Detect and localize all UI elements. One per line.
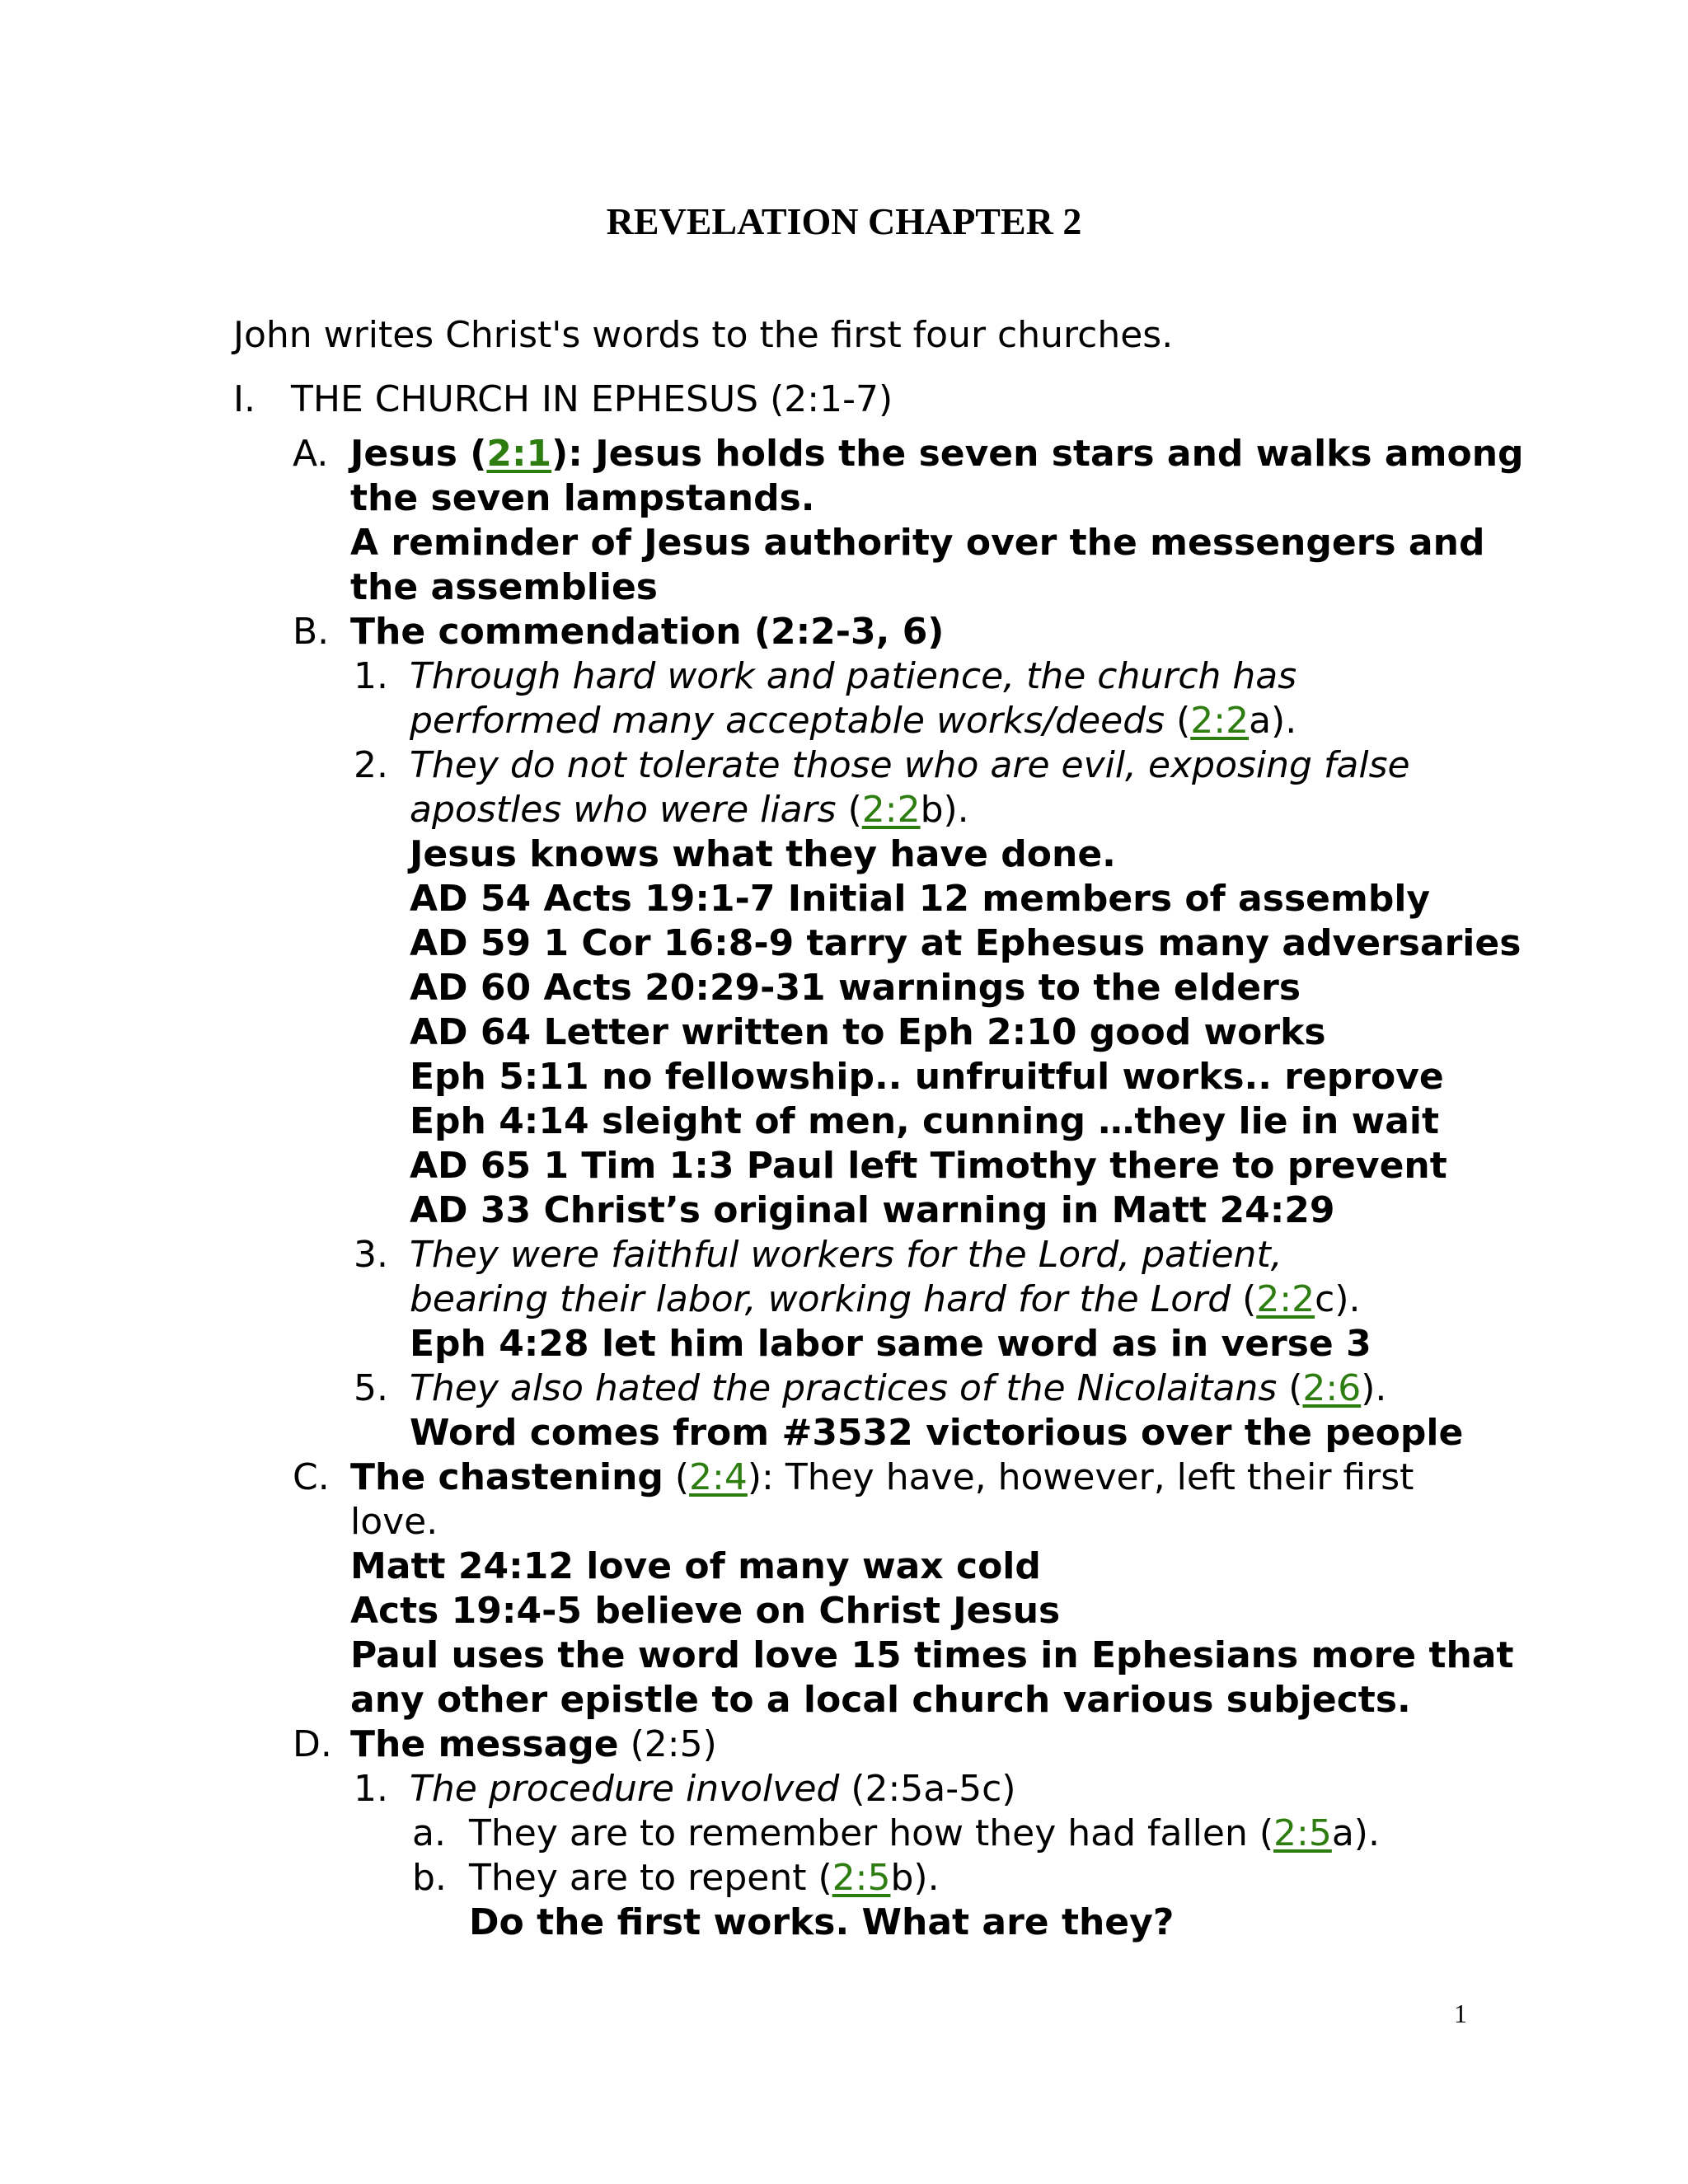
scripture-ref-link[interactable]: 2:1 [486,433,552,475]
outline-label: I. [233,378,256,420]
point-c-line: love. [350,1501,438,1543]
scripture-ref-link[interactable]: 2:5 [1273,1812,1332,1854]
scripture-ref-link[interactable]: 2:4 [689,1456,748,1498]
b-item-2-line: apostles who were liars (2:2b). [410,789,969,831]
d-item-1: 1. The procedure involved (2:5a-5c) [354,1768,1016,1810]
page-title: REVELATION CHAPTER 2 [606,200,1082,242]
section-i-heading: I. THE CHURCH IN EPHESUS (2:1-7) [233,378,893,420]
outline-label: 2. [354,744,388,786]
b-item-3-line: bearing their labor, working hard for the Lord (2:2c). [410,1278,1361,1320]
point-b-heading: B. The commendation (2:2-3, 6) [293,611,945,653]
outline-label: a. [412,1812,446,1854]
outline-label: A. [293,433,329,475]
scripture-ref-link[interactable]: 2:2 [1256,1278,1315,1320]
b-item-2-note: Eph 4:14 sleight of men, cunning …they lie in wait [410,1100,1440,1142]
b-item-1-line: performed many acceptable works/deeds (2:2a). [410,700,1297,742]
point-a-note: the assemblies [350,566,658,608]
outline-label: C. [293,1456,330,1498]
b-item-2-note: AD 54 Acts 19:1-7 Initial 12 members of assembly [410,878,1431,920]
page-number: 1 [1454,1999,1467,2028]
b-item-2-note: AD 65 1 Tim 1:3 Paul left Timothy there to prevent [410,1145,1447,1187]
point-c-note: Acts 19:4-5 believe on Christ Jesus [350,1590,1061,1632]
scripture-ref-link[interactable]: 2:6 [1302,1367,1362,1409]
b-item-5: 5. They also hated the practices of the Nicolaitans (2:6). [354,1367,1387,1409]
b-item-1: 1. Through hard work and patience, the church has [354,655,1297,697]
outline-label: 1. [354,655,388,697]
outline-label: B. [293,611,330,653]
point-c-note: Paul uses the word love 15 times in Ephesians more that [350,1634,1514,1676]
b-item-2-note: AD 60 Acts 20:29-31 warnings to the elders [410,967,1301,1009]
b-item-5-note: Word comes from #3532 victorious over the people [410,1412,1464,1454]
b-item-2-note: Eph 5:11 no fellowship.. unfruitful works.. reprove [410,1056,1444,1098]
scripture-ref-link[interactable]: 2:2 [1190,700,1250,742]
point-c-note: any other epistle to a local church various subjects. [350,1679,1411,1721]
b-item-2-note: Jesus knows what they have done. [410,833,1116,875]
point-c: C. The chastening (2:4): They have, however, left their first [293,1456,1414,1498]
point-c-note: Matt 24:12 love of many wax cold [350,1545,1041,1587]
b-item-2-note: AD 64 Letter written to Eph 2:10 good works [410,1011,1326,1053]
outline-label: 3. [354,1234,388,1276]
outline-label: 1. [354,1768,388,1810]
scripture-ref-link[interactable]: 2:2 [861,789,921,831]
point-a-line: the seven lampstands. [350,477,815,519]
d-item-1-sub-a: a. They are to remember how they had fallen (2:5a). [412,1812,1380,1854]
intro-text: John writes Christ's words to the first four churches. [233,314,1174,356]
outline-label: D. [293,1723,332,1765]
point-a: A. Jesus (2:1): Jesus holds the seven stars and walks among [293,433,1524,475]
b-item-3: 3. They were faithful workers for the Lord, patient, [354,1234,1282,1276]
d-item-1-sub-b-note: Do the first works. What are they? [469,1901,1175,1943]
d-item-1-sub-b: b. They are to repent (2:5b). [412,1857,940,1899]
b-item-2-note: AD 33 Christ’s original warning in Matt 24:29 [410,1189,1335,1231]
b-item-2-note: AD 59 1 Cor 16:8-9 tarry at Ephesus many adversaries [410,922,1522,964]
outline-label: 5. [354,1367,388,1409]
point-a-note: A reminder of Jesus authority over the messengers and [350,522,1485,564]
b-item-2: 2. They do not tolerate those who are evil, exposing false [354,744,1410,786]
outline [233,377,1684,1945]
b-item-3-note: Eph 4:28 let him labor same word as in verse 3 [410,1323,1372,1365]
outline-label: b. [412,1857,447,1899]
scripture-ref-link[interactable]: 2:5 [832,1857,891,1899]
point-d: D. The message (2:5) [293,1723,717,1765]
